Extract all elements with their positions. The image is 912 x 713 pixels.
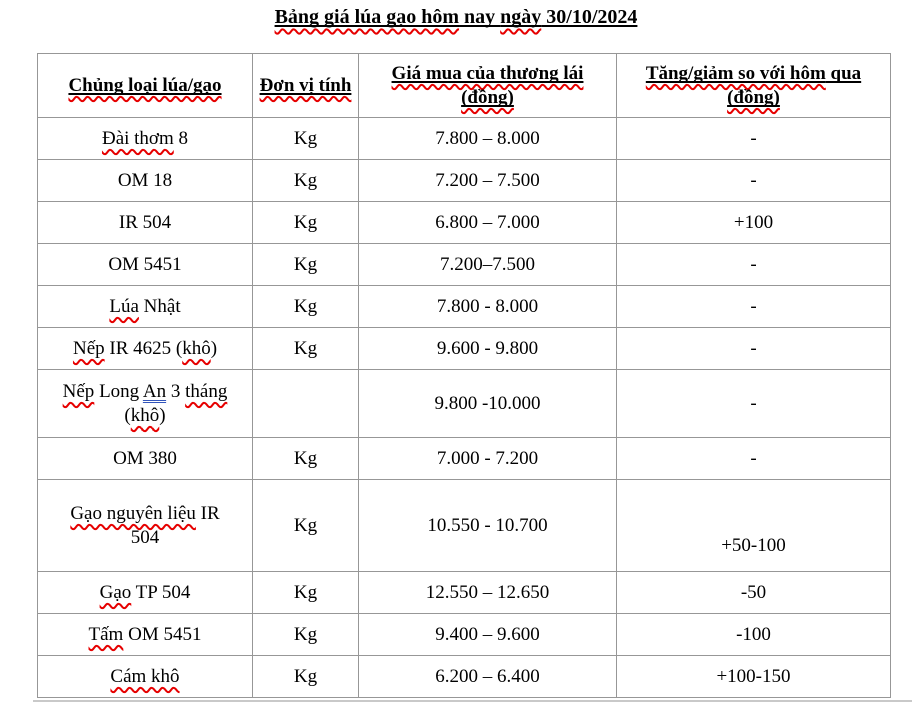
- cell-rice-type: [38, 244, 253, 286]
- cell-change-vs-yesterday: +100: [617, 202, 891, 244]
- text-segment: IR 4625 (: [104, 337, 183, 359]
- column-header-change: [617, 54, 891, 118]
- cell-change-vs-yesterday: -: [617, 370, 891, 438]
- table-row: [38, 244, 891, 286]
- cell-change-vs-yesterday: -: [617, 286, 891, 328]
- text-segment: OM 380: [113, 447, 177, 469]
- cell-rice-type: [38, 572, 253, 614]
- column-header-text: [646, 63, 861, 108]
- cell-unit: Kg: [253, 160, 359, 202]
- spellcheck-marked-text: Đài thơm: [101, 127, 174, 149]
- text-segment: 30/10/2024: [541, 6, 638, 28]
- cell-unit: Kg: [253, 614, 359, 656]
- text-segment: (: [124, 404, 131, 426]
- text-segment: OM 18: [117, 169, 173, 191]
- spellcheck-marked-text: Lúa: [109, 295, 139, 317]
- cell-change-vs-yesterday: -100: [617, 614, 891, 656]
- cell-price-range: 7.200–7.500: [359, 244, 617, 286]
- grammar-marked-text: An: [142, 380, 167, 402]
- table-row: [38, 614, 891, 656]
- cell-price-range: 7.800 – 8.000: [359, 118, 617, 160]
- cell-change-vs-yesterday: -: [617, 244, 891, 286]
- spellcheck-marked-text: Gạo nguyên liệu: [70, 502, 196, 524]
- table-row: [38, 286, 891, 328]
- cell-rice-type: [38, 438, 253, 480]
- cell-unit: Kg: [253, 286, 359, 328]
- cell-rice-type: [38, 480, 253, 572]
- cell-price-range: 7.800 - 8.000: [359, 286, 617, 328]
- header-row: [38, 54, 891, 118]
- spellcheck-marked-text: (đồng): [727, 86, 780, 108]
- table-row: [38, 480, 891, 572]
- rice-price-table: [37, 53, 891, 698]
- text-segment: Nhật: [138, 295, 181, 317]
- cell-rice-type: [38, 202, 253, 244]
- cell-rice-type: [38, 614, 253, 656]
- cell-rice-type: [38, 160, 253, 202]
- table-row: [38, 160, 891, 202]
- bottom-divider: [33, 700, 912, 702]
- spellcheck-marked-text: Nếp: [62, 380, 95, 402]
- spellcheck-marked-text: tháng: [185, 380, 228, 402]
- table-row: [38, 328, 891, 370]
- table-row: [38, 572, 891, 614]
- text-segment: 3: [166, 380, 186, 402]
- spellcheck-marked-text: ngày: [500, 6, 542, 28]
- cell-price-range: 12.550 – 12.650: [359, 572, 617, 614]
- cell-unit: Kg: [253, 572, 359, 614]
- cell-unit: Kg: [253, 202, 359, 244]
- cell-price-range: 7.000 - 7.200: [359, 438, 617, 480]
- text-segment: 8: [173, 127, 189, 149]
- spellcheck-marked-text: Tấm: [88, 623, 124, 645]
- column-header-text: [260, 75, 352, 96]
- table-row: [38, 202, 891, 244]
- cell-unit: Kg: [253, 480, 359, 572]
- cell-rice-type: [38, 286, 253, 328]
- spellcheck-marked-text: Nếp: [72, 337, 105, 359]
- table-row: [38, 370, 891, 438]
- spellcheck-marked-text: Cám khô: [110, 665, 180, 687]
- text-segment: OM 5451: [108, 253, 182, 275]
- cell-unit: Kg: [253, 438, 359, 480]
- spellcheck-marked-text: Chủng loại lúa/gạo: [68, 74, 222, 96]
- cell-rice-type: [38, 370, 253, 438]
- column-header-text: [392, 63, 584, 108]
- cell-unit: Kg: [253, 328, 359, 370]
- cell-change-vs-yesterday: -: [617, 438, 891, 480]
- cell-change-vs-yesterday: +50-100: [617, 480, 891, 572]
- spellcheck-marked-text: Bảng giá lúa gạo hôm: [274, 6, 460, 28]
- cell-change-vs-yesterday: -: [617, 328, 891, 370]
- cell-rice-type: [38, 118, 253, 160]
- cell-price-range: 10.550 - 10.700: [359, 480, 617, 572]
- cell-change-vs-yesterday: -: [617, 160, 891, 202]
- column-header-price: [359, 54, 617, 118]
- text-segment: ): [210, 337, 218, 359]
- cell-rice-type: [38, 328, 253, 370]
- text-segment: nay: [459, 6, 501, 28]
- table-row: [38, 118, 891, 160]
- cell-unit: Kg: [253, 244, 359, 286]
- cell-change-vs-yesterday: -50: [617, 572, 891, 614]
- spellcheck-marked-text: Gạo: [99, 581, 132, 603]
- cell-change-vs-yesterday: -: [617, 118, 891, 160]
- text-segment: OM 5451: [123, 623, 202, 645]
- text-segment: IR 504: [118, 211, 172, 233]
- text-segment: ): [159, 404, 166, 426]
- text-segment: TP 504: [131, 581, 191, 603]
- spellcheck-marked-text: khô: [182, 337, 211, 359]
- cell-price-range: 9.600 - 9.800: [359, 328, 617, 370]
- cell-unit: [253, 370, 359, 438]
- cell-price-range: 6.200 – 6.400: [359, 656, 617, 698]
- spellcheck-marked-text: Giá mua của thương lái: [391, 62, 584, 84]
- column-header-text: [68, 75, 221, 96]
- cell-change-vs-yesterday: +100-150: [617, 656, 891, 698]
- spellcheck-marked-text: Tăng/giảm so với hôm: [645, 62, 826, 84]
- column-header-unit: [253, 54, 359, 118]
- cell-unit: Kg: [253, 118, 359, 160]
- text-segment: IR: [195, 502, 220, 524]
- spellcheck-marked-text: (đồng): [461, 86, 514, 108]
- table-row: [38, 656, 891, 698]
- spellcheck-marked-text: Đơn vị tính: [259, 74, 352, 96]
- text-segment: 504: [130, 526, 160, 548]
- page-title: [0, 4, 912, 30]
- cell-price-range: 7.200 – 7.500: [359, 160, 617, 202]
- cell-price-range: 9.800 -10.000: [359, 370, 617, 438]
- column-header-type: [38, 54, 253, 118]
- cell-price-range: 6.800 – 7.000: [359, 202, 617, 244]
- cell-price-range: 9.400 – 9.600: [359, 614, 617, 656]
- text-segment: Long: [94, 380, 143, 402]
- page-title-text: [275, 6, 638, 28]
- cell-unit: Kg: [253, 656, 359, 698]
- spellcheck-marked-text: khô: [130, 404, 160, 426]
- table-row: [38, 438, 891, 480]
- cell-rice-type: [38, 656, 253, 698]
- text-segment: qua: [825, 62, 862, 84]
